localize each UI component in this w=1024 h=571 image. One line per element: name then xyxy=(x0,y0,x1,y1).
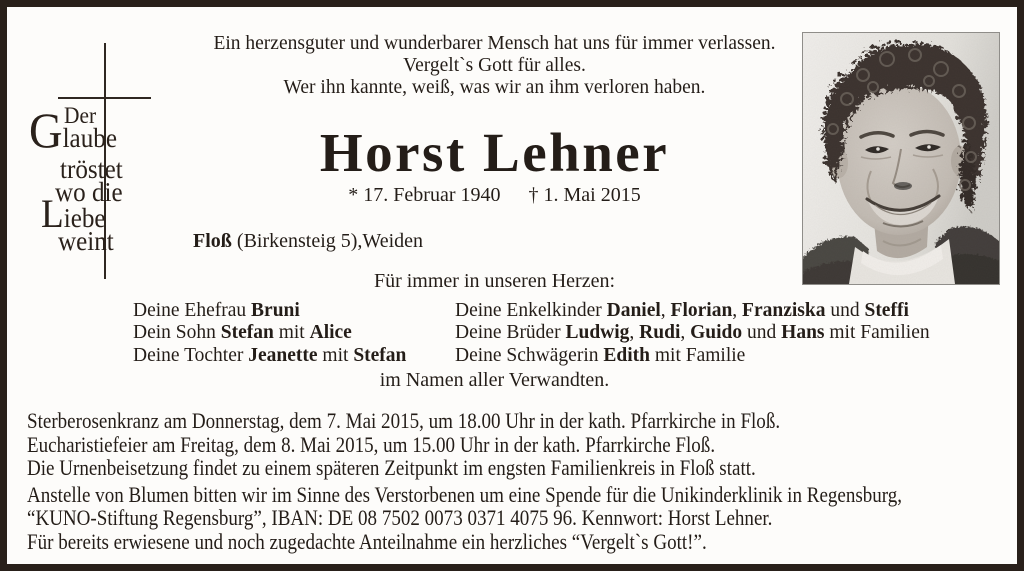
family-line: Deine Enkelkinder Daniel, Florian, Franziska und Steffi xyxy=(455,300,909,321)
residence-line xyxy=(193,230,423,253)
intro-line: Vergelt`s Gott für alles. xyxy=(403,55,586,76)
family-line: Deine Brüder Ludwig, Rudi, Guido und Hans mit Familien xyxy=(455,322,930,344)
announcement-line: Anstelle von Blumen bitten wir im Sinne des Verstorbenen um eine Spende für die Unikinderklinik in Regensburg, xyxy=(27,481,903,507)
deceased-name: Horst Lehner xyxy=(319,122,670,183)
announcement-line: Für bereits erwiesene und noch zugedachte Anteilnahme ein herzliches “Vergelt`s Gott!”. xyxy=(27,528,707,554)
family-line: Dein Sohn Stefan mit Alice xyxy=(133,322,352,344)
closing-line: im Namen aller Verwandten. xyxy=(379,369,610,391)
death-date: † 1. Mai 2015 xyxy=(528,184,641,206)
announcement-line: Eucharistiefeier am Freitag, dem 8. Mai 2015, um 15.00 Uhr in der kath. Pfarrkirche Floß. xyxy=(27,431,716,457)
intro-line: Ein herzensguter und wunderbarer Mensch hat uns für immer verlassen. xyxy=(213,33,776,54)
announcement-line: Sterberosenkranz am Donnerstag, dem 7. Mai 2015, um 18.00 Uhr in der kath. Pfarrkirche in Floß. xyxy=(27,408,781,433)
verse-word: Glaube xyxy=(29,102,117,158)
family-line: Deine Schwägerin Edith mit Familie xyxy=(455,344,746,366)
verse-word: Der xyxy=(64,103,97,128)
verse-word: weint xyxy=(58,226,114,256)
family-line: Deine Ehefrau Bruni xyxy=(133,300,300,321)
announcement-line: Die Urnenbeisetzung findet zu einem späteren Zeitpunkt im engsten Familienkreis in Floß statt. xyxy=(27,455,756,481)
birth-date: * 17. Februar 1940 xyxy=(348,184,501,206)
residence-town: Floß xyxy=(193,230,232,252)
in-our-hearts-heading: Für immer in unseren Herzen: xyxy=(373,270,616,292)
family-right-column xyxy=(455,300,930,367)
family-left-column xyxy=(133,300,406,367)
verse-word: tröstet xyxy=(60,154,123,184)
announcements-block xyxy=(27,409,1024,554)
residence-detail: (Birkensteig 5),Weiden xyxy=(231,230,424,252)
announcement-line: “KUNO-Stiftung Regensburg”, IBAN: DE 08 7502 0073 0371 4075 96. Kennwort: Horst Lehner. xyxy=(27,505,773,531)
portrait-photo xyxy=(802,32,1000,285)
family-line: Deine Tochter Jeanette mit Stefan xyxy=(133,344,407,366)
intro-line: Wer ihn kannte, weiß, was wir an ihm verloren haben. xyxy=(283,77,706,98)
verse-word: Liebe xyxy=(41,191,106,236)
verse-word: wo die xyxy=(55,177,123,207)
